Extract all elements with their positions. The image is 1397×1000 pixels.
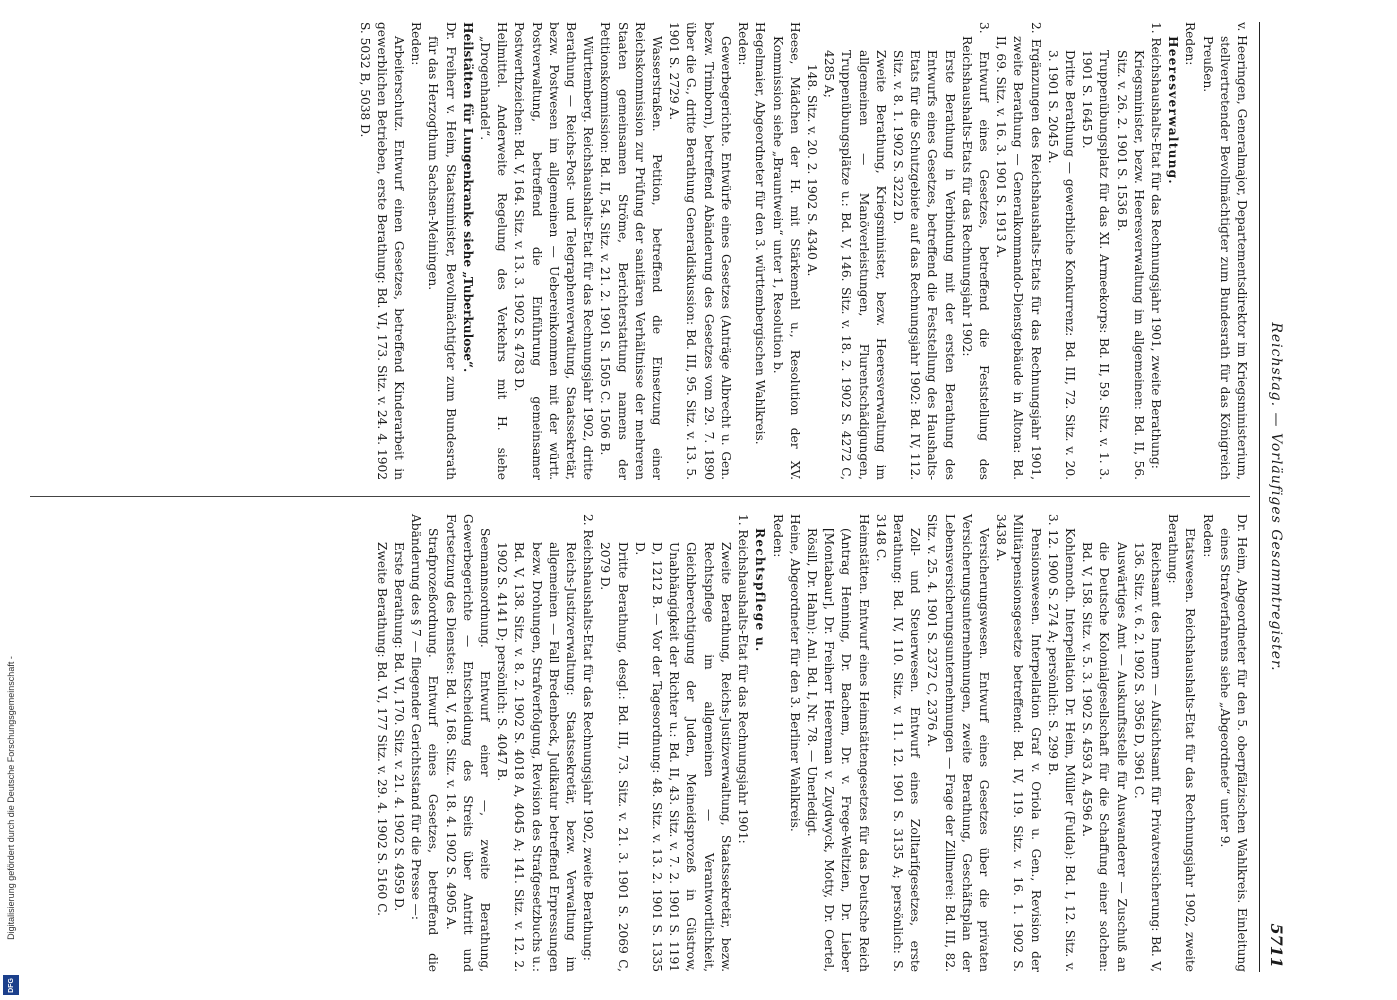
- entry-subject: Heeresverwaltung.: [1166, 36, 1181, 185]
- dfg-logo-text: DFG: [7, 977, 15, 993]
- entry-subject: Wasserstraßen. Petition, betreffend die Einsetzung einer Reichskommission zur Prüfung der sanitären Verhältnisse der mehreren Staaten gemeinsamen Ströme, Berichterstattung namens der Petitionskommission: Bd. II, 54. Sitz. v. 21. 2. 1901 S. 1505 C. 1506 B.: [598, 22, 665, 480]
- entry-heading: Heine, Abgeordneter für den 3. Berliner Wahlkreis.: [787, 514, 802, 832]
- entry-subject: Württemberg. Reichshaushalts-Etat für das Rechnungsjahr 1902, dritte Berathung — Reichs-Post- und Telegraphenverwaltung, Staatssekretär, bezw. Postwesen im allgemeinen — Uebereinkommen mit der württ. Postverwaltung, betreffend die Einführung gemeinsamer Postwerthzeichen: Bd. V, 164. Sitz. v. 13. 3. 1902 S. 4783 D.: [512, 22, 596, 480]
- entry-heading: Heese, Mädchen der H. mit Stärkemehl u., Resolution der XV. Kommission siehe „Brauntwein“ unter 1, Resolution b.: [770, 22, 802, 480]
- entry-citation: Kriegsminister, bezw. Heeresverwaltung im allgemeinen: Bd. II, 56. Sitz. v. 26. 2. 1901 S. 1536 B.: [1114, 50, 1146, 480]
- left-column: [20, 22, 1250, 480]
- register-page: [20, 22, 1290, 972]
- entry-subject: Rechtspflege u.: [753, 528, 768, 653]
- entry-subject: Etatswesen. Reichshaushalts-Etat für das Rechnungsjahr 1902, zweite Berathung:: [1166, 514, 1198, 972]
- entry-citation: Auswärtiges Amt — Auskunftsstelle für Auswanderer — Zuschuß an die Deutsche Kolonialgesellschaft für die Schaffung einer solchen: Bd. V, 158. Sitz. v. 5. 3. 1902 S. 4593 A, 4596 A.: [1080, 542, 1129, 972]
- entry-subject: Kohlennoth. Interpellation Dr. Heim, Müller (Fulda): Bd. I, 12. Sitz. v. 3. 12. 1900 S. 274 A; persönlich: S. 299 B.: [1045, 514, 1077, 972]
- column-divider: [30, 496, 1250, 497]
- entry-citation: Zweite Berathung, Kriegsminister, bezw. Heeresverwaltung im allgemeinen — Manöverleistungen, Flurentschädigungen, Truppenübungsplätze u.: Bd. V, 146. Sitz. v. 18. 2. 1902 S. 4272 C, 4285 A;: [822, 50, 888, 480]
- stamp-text: Digitalisierung gefördert durch die Deutsche Forschungsgemeinschaft -: [6, 655, 16, 940]
- right-column: [20, 514, 1250, 972]
- entry-heading: Heilstätten für Lungenkranke siehe „Tuberkulose“.: [460, 22, 475, 373]
- entry-subject: Pensionswesen. Interpellation Graf v. Oriola u. Gen., Revision der Militärpensionsgesetze betreffend: Bd. IV, 119. Sitz. v. 16. 1. 1902 S. 3438 A.: [994, 514, 1043, 972]
- entry-heading: v. Heeringen, Generalmajor, Departementsdirektor im Kriegsministerium, stellvertretender Bevollmächtigter zum Bundesrath für das Königreich Preußen.: [1200, 22, 1249, 480]
- entry-citation: Dritte Berathung, desgl.: Bd. III, 73. Sitz. v. 21. 3. 1901 S. 2069 C, 2079 D.: [598, 542, 630, 972]
- entry-subject: Strafprozeßordnung. Entwurf eines Gesetzes, betreffend die Abänderung des § 7 — fliegender Gerichtsstand für die Presse —:: [409, 514, 441, 972]
- entry-heading: Heimstätten. Entwurf eines Heimstättengesetzes für das Deutsche Reich (Antrag Henning, Dr. Bachem, Dr. v. Frege-Weltzien, Dr. Lieber [Montabaur], Dr. Freiherr Heereman v. Zuydwyck, Motty, Dr. Oertel, Rösill, Dr. Hahn): Anl. Bd. I, Nr. 78. — Unerledigt.: [804, 514, 871, 972]
- entry-label: Reden:: [409, 22, 424, 66]
- entry-citation: 148. Sitz. v. 20. 2. 1902 S. 4340 A.: [804, 64, 819, 277]
- dfg-logo: [3, 975, 19, 995]
- entry-item: 1. Reichshaushalts-Etat für das Rechnungsjahr 1901, zweite Berathung:: [1148, 22, 1163, 469]
- entry-heading: Dr. Heim, Abgeordneter für den 5. oberpfälzischen Wahlkreis. Einleitung eines Strafverfahrens siehe „Abgeordnete“ unter 9.: [1217, 514, 1249, 972]
- entry-subject: Versicherungswesen. Entwurf eines Gesetzes über die privaten Versicherungsunternehmungen, zweite Berathung, Geschäftsplan der Lebensversicherungsunternehmungen — Frage der Zillmerei: Bd. III, 82. Sitz. v. 25. 4. 1901 S. 2372 C, 2376 A.: [925, 514, 991, 972]
- entry-label: Reden:: [736, 22, 751, 66]
- entry-label: Reden:: [1200, 514, 1215, 558]
- entry-citation: Reichs-Justizverwaltung: Staatssekretär, bezw. Verwaltung im allgemeinen — Fall Bredenbeck, Judikatur betreffend Erpressungen bezw. Drohungen, Strafverfolgung, Revision des Strafgesetzbuchs u.: Bd. V, 138. Sitz. v. 8. 2. 1902 S. 4018 A, 4045 A; 141. Sitz. v. 12. 2. 1902 S. 4141 D; persönlich: S. 4047 B.: [495, 542, 579, 972]
- page-number: 5711: [1267, 923, 1286, 968]
- entry-item: 3. Entwurf eines Gesetzes, betreffend die Feststellung des Reichshaushalts-Etats für das Rechnungsjahr 1902:: [959, 22, 991, 480]
- entry-subject: Arbeiterschutz. Entwurf einen Gesetzes, betreffend Kinderarbeit in gewerblichen Betrieben, erste Berathung: Bd. VI, 173. Sitz. v. 24. 4. 1902 S. 5032 B, 5038 D.: [357, 22, 407, 480]
- entry-citation: Reichsamt des Innern — Aufsichtsamt für Privatversicherung: Bd. V, 136. Sitz. v. 6. 2. 1902 S. 3956 D, 3961 C.: [1131, 542, 1163, 972]
- entry-heading: Heilmittel. Anderweite Regelung des Verkehrs mit H. siehe „Drogenhandel“.: [478, 22, 510, 480]
- entry-subject: Zoll- und Steuerwesen. Entwurf eines Zolltarifgesetzes, erste Berathung: Bd. IV, 110. Sitz. v. 11. 12. 1901 S. 3135 A; persönlich: S. 3148 C.: [873, 514, 923, 972]
- page-rotation-frame: [20, 22, 1290, 972]
- entry-item: 2. Reichshaushalts-Etat für das Rechnungsjahr 1902, zweite Berathung:: [581, 514, 596, 961]
- digitization-stamp: [2, 600, 20, 995]
- entry-label: Reden:: [1183, 22, 1198, 66]
- entry-item: 2. Ergänzungen des Reichshaushalts-Etats für das Rechnungsjahr 1901, zweite Berathung — Generalkommando-Dienstgebäude in Altona: Bd. II, 69. Sitz. v. 16. 3. 1901 S. 1913 A.: [994, 22, 1043, 480]
- entry-subject: Seemannsordnung. Entwurf einer —, zweite Berathung, Gewerbegerichte — Entscheidung des Streits über Antritt und Fortsetzung des Dienstes: Bd. V, 168. Sitz. v. 18. 4. 1902 S. 4905 A.: [443, 514, 493, 972]
- entry-heading: Dr. Freiherr v. Heim, Staatsminister, Bevollmächtigter zum Bundesrath für das Herzogthum Sachsen-Meiningen.: [426, 22, 458, 480]
- entry-citation: Erste Berathung: Bd. VI, 170. Sitz. v. 21. 4. 1902 S. 4959 D.: [392, 542, 407, 912]
- entry-citation: Truppenübungsplatz für das XI. Armeekorps: Bd. II, 59. Sitz. v. 1. 3. 1901 S. 1645 D.: [1080, 50, 1112, 480]
- entry-citation: Zweite Berathung, Reichs-Justizverwaltung, Staatssekretär, bezw. Rechtspflege im allgemeinen — Verantwortlichkeit, Gleichberechtigung der Juden, Meineidsprozeß in Güstrow, Unabhängigkeit der Richter u.: Bd. II, 43. Sitz. v. 7. 2. 1901 S. 1191 D, 1212 B. — Vor der Tagesordnung: 48. Sitz. v. 13. 2. 1901 S. 1335 D.: [632, 542, 733, 972]
- entry-subject: Gewerbegerichte. Entwürfe eines Gesetzes (Anträge Albrecht u. Gen. bezw. Trimborn), betreffend Abänderung des Gesetzes vom 29. 7. 1890 über die G., dritte Berathung Generaldiskussion: Bd. III, 95. Sitz. v. 13. 5. 1901 S. 2729 A.: [667, 22, 733, 480]
- page-header: [1259, 22, 1290, 972]
- entry-heading: Hegelmaier, Abgeordneter für den 3. württembergischen Wahlkreis.: [753, 22, 768, 445]
- entry-citation: Zweite Berathung: Bd. VI, 177 Sitz. v. 29. 4. 1902 S. 5160 C.: [374, 542, 389, 916]
- running-title: Reichstag. — Vorläufiges Gesammtregister.: [1268, 322, 1284, 672]
- entry-label: Reden:: [770, 514, 785, 558]
- entry-citation: Erste Berathung in Verbindung mit der ersten Berathung des Entwurfs eines Gesetzes, betreffend die Feststellung des Haushalts-Etats für die Schutzgebiete auf das Rechnungsjahr 1902: Bd. IV, 112. Sitz. v. 8. 1. 1902 S. 3222 D.: [890, 50, 957, 480]
- entry-item: 1. Reichshaushalts-Etat für das Rechnungsjahr 1901:: [736, 514, 751, 844]
- entry-citation: Dritte Berathung — gewerbliche Konkurrenz: Bd. III, 72. Sitz. v. 20. 3. 1901 S. 2045 A.: [1045, 50, 1077, 480]
